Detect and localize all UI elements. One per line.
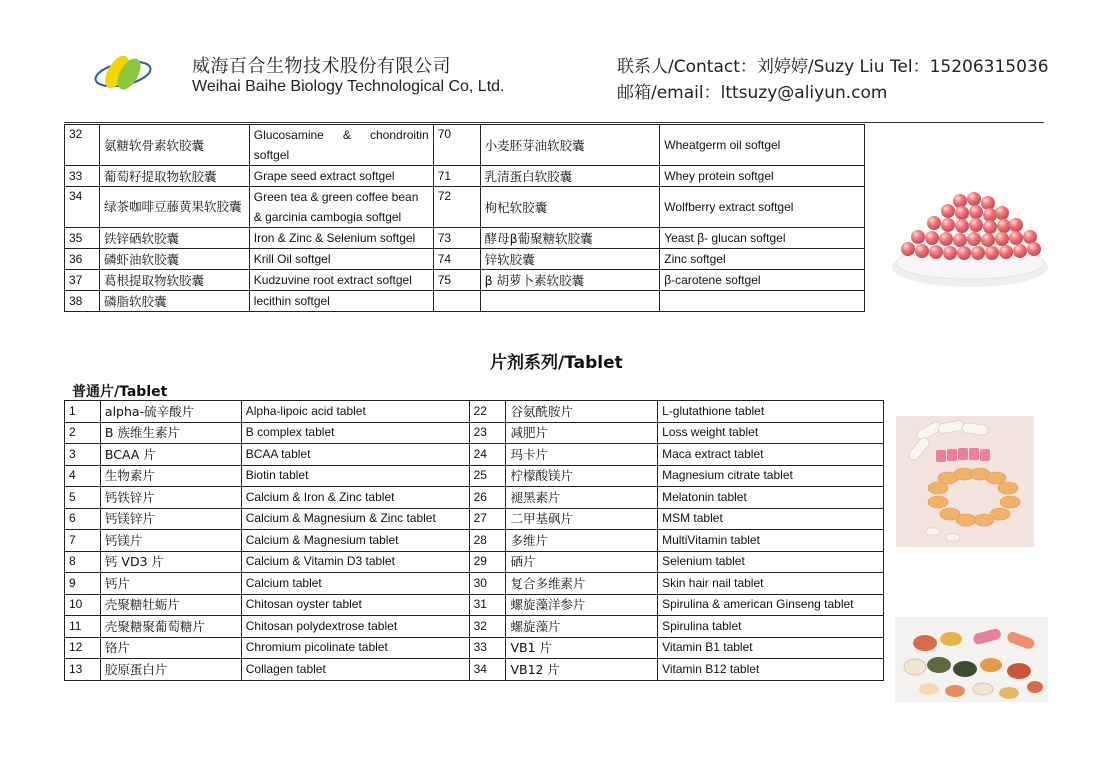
row-number: 7: [65, 530, 101, 552]
product-name-cn: 复合多维素片: [506, 573, 658, 595]
tablet-product-photo: [896, 416, 1034, 547]
row-number: 31: [469, 594, 506, 616]
table-row: [65, 125, 865, 166]
company-name-en: Weihai Baihe Biology Technological Co, Ltd.: [192, 78, 505, 95]
table-row: [65, 228, 865, 249]
row-number: 33: [65, 166, 100, 187]
product-name-cn: 钙镁片: [100, 530, 241, 552]
product-name-cn: 玛卡片: [506, 444, 658, 466]
row-number: 28: [469, 530, 506, 552]
row-number: 33: [469, 637, 506, 659]
row-number: 22: [469, 401, 506, 423]
product-name-cn: 小麦胚芽油软胶囊: [480, 125, 660, 166]
table-row: [65, 637, 884, 659]
row-number: 30: [469, 573, 506, 595]
product-name-cn: 螺旋藻片: [506, 616, 658, 638]
contact-line: 联系人/Contact：刘婷婷/Suzy Liu Tel：15206315036: [617, 57, 1049, 77]
table-row: [65, 551, 884, 573]
product-name-en: Wheatgerm oil softgel: [660, 125, 865, 166]
product-name-en: BCAA tablet: [241, 444, 469, 466]
product-name-cn: 壳聚糖牡蛎片: [100, 594, 241, 616]
row-number: 13: [65, 659, 101, 681]
product-name-en: Zinc softgel: [660, 249, 865, 270]
product-name-en: Iron & Zinc & Selenium softgel: [249, 228, 433, 249]
row-number: 1: [65, 401, 101, 423]
product-name-cn: β 胡萝卜素软胶囊: [480, 270, 660, 291]
product-name-cn: 绿茶咖啡豆藤黄果软胶囊: [99, 187, 249, 228]
product-name-cn: 葡萄籽提取物软胶囊: [99, 166, 249, 187]
product-name-en: Kudzuvine root extract softgel: [249, 270, 433, 291]
row-number: 27: [469, 508, 506, 530]
product-name-cn: 褪黑素片: [506, 487, 658, 509]
product-name-en: Chromium picolinate tablet: [241, 637, 469, 659]
row-number: 10: [65, 594, 101, 616]
row-number: 6: [65, 508, 101, 530]
row-number: 25: [469, 465, 506, 487]
section-subtitle: 普通片/Tablet: [72, 384, 168, 400]
table-row: [65, 530, 884, 552]
row-number: 72: [433, 187, 480, 228]
product-name-cn: 壳聚糖聚葡萄糖片: [100, 616, 241, 638]
product-name-cn: alpha-硫辛酸片: [100, 401, 241, 423]
table-row: [65, 166, 865, 187]
product-name-en: [660, 291, 865, 312]
row-number: 70: [433, 125, 480, 166]
product-name-en: Melatonin tablet: [658, 487, 884, 509]
product-name-en: Vitamin B1 tablet: [658, 637, 884, 659]
table-row: [65, 270, 865, 291]
product-name-en: Chitosan oyster tablet: [241, 594, 469, 616]
section-title: 片剂系列/Tablet: [490, 353, 623, 373]
row-number: 34: [469, 659, 506, 681]
product-name-cn: 锌软胶囊: [480, 249, 660, 270]
product-name-en: Biotin tablet: [241, 465, 469, 487]
row-number: 38: [65, 291, 100, 312]
table-row: [65, 401, 884, 423]
product-name-en: Whey protein softgel: [660, 166, 865, 187]
softgel-table: [64, 124, 865, 312]
product-name-cn: 钙镁锌片: [100, 508, 241, 530]
product-name-en: Magnesium citrate tablet: [658, 465, 884, 487]
row-number: 36: [65, 249, 100, 270]
product-name-en: Yeast β- glucan softgel: [660, 228, 865, 249]
product-name-en: Maca extract tablet: [658, 444, 884, 466]
product-name-en: Grape seed extract softgel: [249, 166, 433, 187]
product-name-cn: 二甲基砜片: [506, 508, 658, 530]
product-name-cn: 谷氨酰胺片: [506, 401, 658, 423]
table-row: [65, 187, 865, 228]
product-name-en: Chitosan polydextrose tablet: [241, 616, 469, 638]
product-name-cn: 磷虾油软胶囊: [99, 249, 249, 270]
table-row: [65, 422, 884, 444]
product-name-cn: VB12 片: [506, 659, 658, 681]
table-row: [65, 444, 884, 466]
row-number: 32: [469, 616, 506, 638]
table-row: [65, 508, 884, 530]
row-number: 37: [65, 270, 100, 291]
product-name-en: Collagen tablet: [241, 659, 469, 681]
row-number: 2: [65, 422, 101, 444]
row-number: 24: [469, 444, 506, 466]
table-row: [65, 487, 884, 509]
product-name-cn: 酵母β葡聚糖软胶囊: [480, 228, 660, 249]
product-name-cn: 多维片: [506, 530, 658, 552]
header-divider: [64, 122, 1044, 123]
row-number: 26: [469, 487, 506, 509]
product-name-cn: 铬片: [100, 637, 241, 659]
product-name-cn: 钙铁锌片: [100, 487, 241, 509]
table-row: [65, 291, 865, 312]
company-logo: [92, 48, 154, 98]
company-name-cn: 威海百合生物技术股份有限公司: [192, 56, 451, 77]
product-name-cn: 减肥片: [506, 422, 658, 444]
product-name-cn: 钙片: [100, 573, 241, 595]
product-name-cn: 乳清蛋白软胶囊: [480, 166, 660, 187]
row-number: 8: [65, 551, 101, 573]
tablet-table: [64, 400, 884, 681]
product-name-en: lecithin softgel: [249, 291, 433, 312]
row-number: 23: [469, 422, 506, 444]
mixed-pills-photo: [895, 617, 1048, 702]
product-name-cn: BCAA 片: [100, 444, 241, 466]
row-number: [433, 291, 480, 312]
table-row: [65, 249, 865, 270]
product-name-en: Wolfberry extract softgel: [660, 187, 865, 228]
row-number: 35: [65, 228, 100, 249]
row-number: 9: [65, 573, 101, 595]
product-name-cn: 胶原蛋白片: [100, 659, 241, 681]
table-row: [65, 465, 884, 487]
row-number: 12: [65, 637, 101, 659]
product-name-en: Calcium & Magnesium & Zinc tablet: [241, 508, 469, 530]
product-name-en: Calcium & Vitamin D3 tablet: [241, 551, 469, 573]
product-name-en: MultiVitamin tablet: [658, 530, 884, 552]
row-number: 5: [65, 487, 101, 509]
product-name-cn: 枸杞软胶囊: [480, 187, 660, 228]
softgel-product-photo: [888, 183, 1056, 291]
table-row: [65, 659, 884, 681]
product-name-en: MSM tablet: [658, 508, 884, 530]
product-name-en: Green tea & green coffee bean & garcinia cambogia softgel: [249, 187, 433, 228]
row-number: 29: [469, 551, 506, 573]
product-name-en: L-glutathione tablet: [658, 401, 884, 423]
row-number: 34: [65, 187, 100, 228]
product-name-cn: 生物素片: [100, 465, 241, 487]
product-name-en: Calcium & Magnesium tablet: [241, 530, 469, 552]
row-number: 3: [65, 444, 101, 466]
product-name-cn: 葛根提取物软胶囊: [99, 270, 249, 291]
product-name-cn: 铁锌硒软胶囊: [99, 228, 249, 249]
table-row: [65, 573, 884, 595]
row-number: 73: [433, 228, 480, 249]
product-name-cn: 螺旋藻洋参片: [506, 594, 658, 616]
email-line: 邮箱/email：lttsuzy@aliyun.com: [617, 83, 888, 103]
product-name-cn: [480, 291, 660, 312]
product-name-en: Vitamin B12 tablet: [658, 659, 884, 681]
product-name-en: Loss weight tablet: [658, 422, 884, 444]
product-name-cn: 磷脂软胶囊: [99, 291, 249, 312]
product-name-cn: 氨糖软骨素软胶囊: [99, 125, 249, 166]
row-number: 4: [65, 465, 101, 487]
row-number: 32: [65, 125, 100, 166]
table-row: [65, 594, 884, 616]
product-name-en: B complex tablet: [241, 422, 469, 444]
product-name-en: Krill Oil softgel: [249, 249, 433, 270]
product-name-cn: 硒片: [506, 551, 658, 573]
row-number: 75: [433, 270, 480, 291]
product-name-en: β-carotene softgel: [660, 270, 865, 291]
product-name-en: Glucosamine & chondroitin softgel: [249, 125, 433, 166]
product-name-en: Skin hair nail tablet: [658, 573, 884, 595]
product-name-cn: 柠檬酸镁片: [506, 465, 658, 487]
row-number: 11: [65, 616, 101, 638]
table-row: [65, 616, 884, 638]
product-name-en: Selenium tablet: [658, 551, 884, 573]
product-name-en: Calcium & Iron & Zinc tablet: [241, 487, 469, 509]
product-name-en: Calcium tablet: [241, 573, 469, 595]
row-number: 71: [433, 166, 480, 187]
product-name-en: Spirulina & american Ginseng tablet: [658, 594, 884, 616]
product-name-cn: B 族维生素片: [100, 422, 241, 444]
product-name-en: Alpha-lipoic acid tablet: [241, 401, 469, 423]
product-name-en: Spirulina tablet: [658, 616, 884, 638]
product-name-cn: 钙 VD3 片: [100, 551, 241, 573]
product-name-cn: VB1 片: [506, 637, 658, 659]
row-number: 74: [433, 249, 480, 270]
